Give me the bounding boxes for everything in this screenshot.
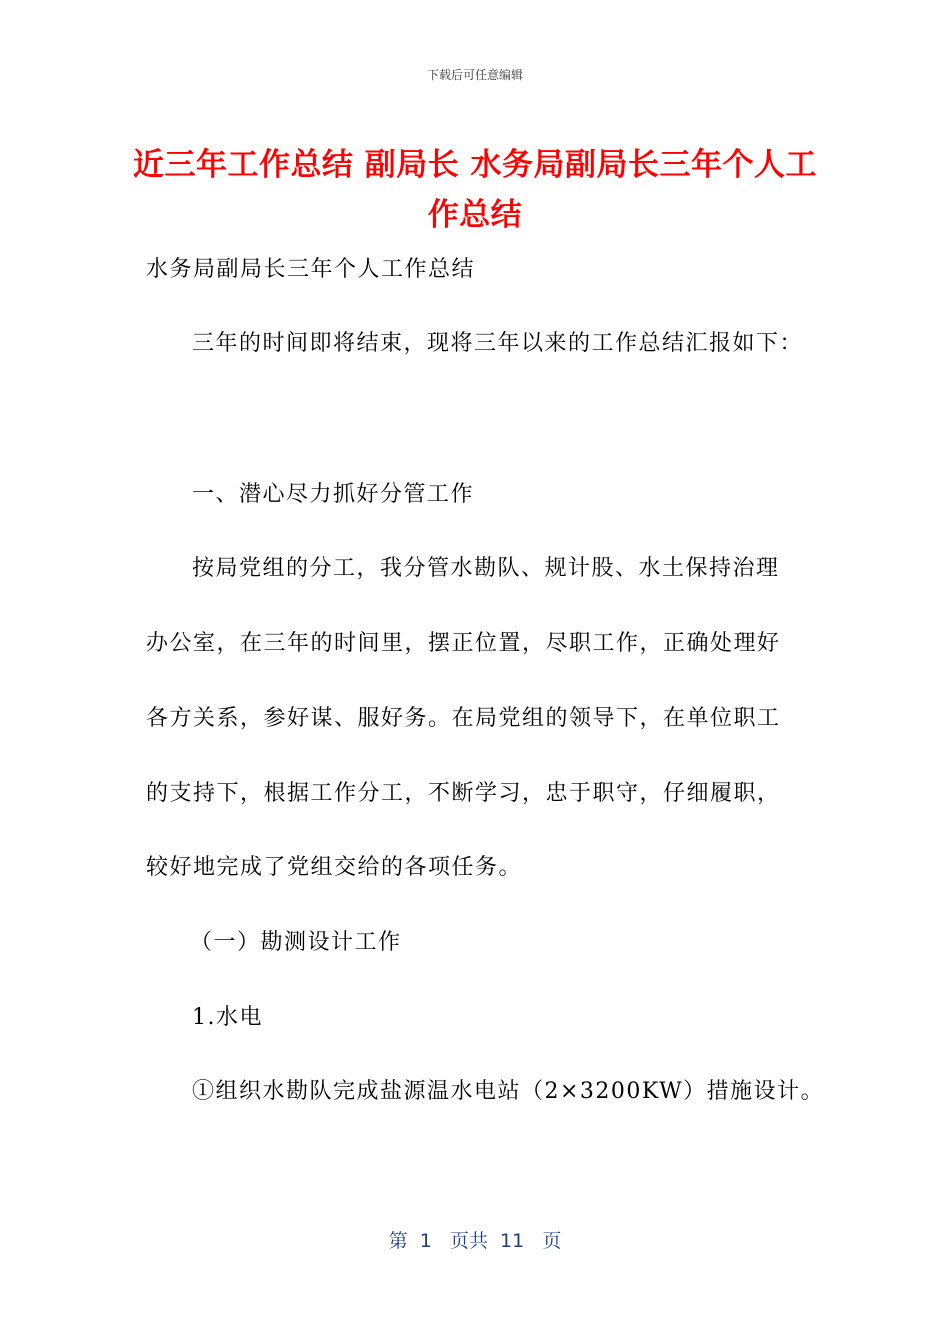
body-line: 按局党组的分工，我分管水勘队、规计股、水土保持治理 <box>192 556 780 581</box>
item-heading: 1.水电 <box>192 1005 263 1030</box>
section-heading: 一、潜心尽力抓好分管工作 <box>192 482 475 507</box>
body-line: 各方关系，参好谋、服好务。在局党组的领导下，在单位职工 <box>146 706 781 731</box>
body-line: 较好地完成了党组交给的各项任务。 <box>146 855 523 880</box>
document-title: 近三年工作总结 副局长 水务局副局长三年个人工作总结 <box>132 147 818 233</box>
subtitle-line: 水务局副局长三年个人工作总结 <box>146 257 476 282</box>
body-line: 的支持下，根据工作分工，不断学习，忠于职守，仔细履职， <box>146 781 781 806</box>
body-line: ①组织水勘队完成盐源温水电站（2×3200KW）措施设计。 <box>192 1079 825 1104</box>
header-note: 下载后可任意编辑 <box>426 68 523 82</box>
subsection-heading: （一）勘测设计工作 <box>190 930 402 955</box>
body-line: 办公室，在三年的时间里，摆正位置，尽职工作，正确处理好 <box>146 631 781 656</box>
intro-line: 三年的时间即将结束，现将三年以来的工作总结汇报如下： <box>192 331 804 356</box>
page-footer: 第 1 页共 11 页 <box>388 1230 562 1252</box>
